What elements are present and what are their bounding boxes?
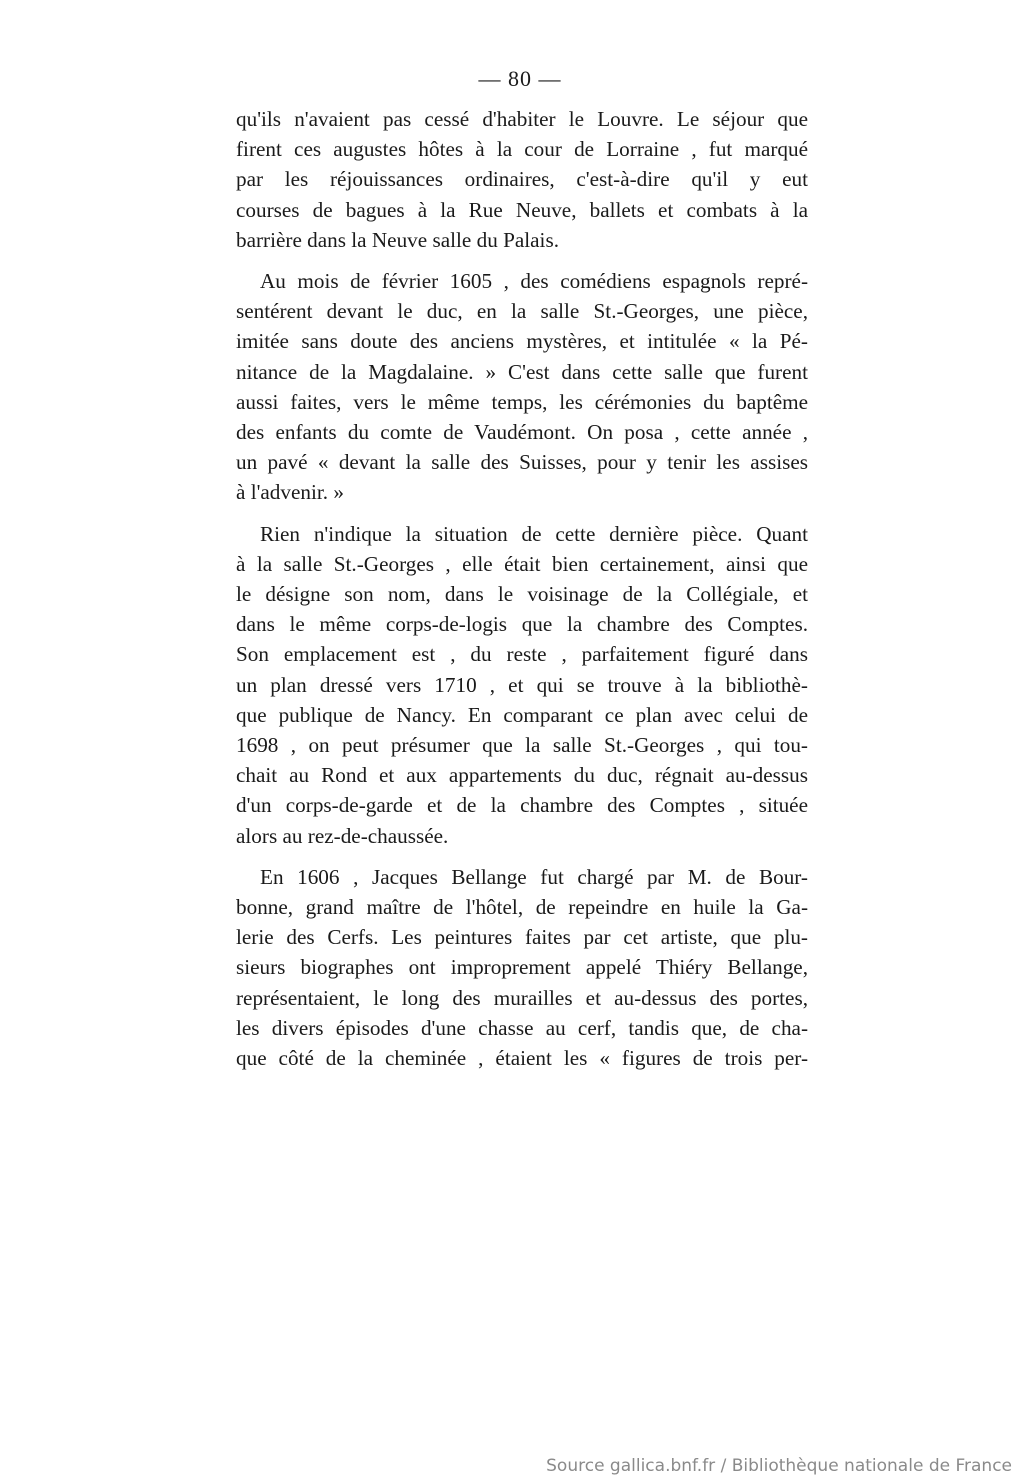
text-line: alors au rez-de-chaussée. [236,823,449,848]
paragraph-3 [236,519,808,851]
text-line: barrière dans la Neuve salle du Palais. [236,227,559,252]
text-line: courses de bagues à la Rue Neuve, ballets et combats à la [236,197,808,222]
paragraph-1 [236,104,808,255]
text-line: 1698 , on peut présumer que la salle St.-Georges , qui tou- [236,733,808,758]
text-line: Au mois de février 1605 , des comédiens espagnols repré- [260,269,808,294]
text-line: un pavé « devant la salle des Suisses, pour y tenir les assises [236,450,808,475]
text-line: lerie des Cerfs. Les peintures faites par cet artiste, que plu- [236,925,808,950]
paragraph-4 [236,862,808,1073]
page-number: — 80 — [478,66,562,91]
text-line: sieurs biographes ont improprement appelé Thiéry Bellange, [236,955,808,980]
text-line: d'un corps-de-garde et de la chambre des Comptes , située [236,793,808,818]
text-line: le désigne son nom, dans le voisinage de la Collégiale, et [236,582,808,607]
paragraph-2 [236,266,808,508]
text-line: un plan dressé vers 1710 , et qui se trouve à la bibliothè- [236,672,808,697]
text-line: aussi faites, vers le même temps, les cérémonies du baptême [236,389,808,414]
text-line: firent ces augustes hôtes à la cour de Lorraine , fut marqué [236,137,808,162]
text-line: représentaient, le long des murailles et au-dessus des portes, [236,985,808,1010]
body-text [236,104,808,1073]
text-line: les divers épisodes d'une chasse au cerf, tandis que, de cha- [236,1015,808,1040]
text-line: qu'ils n'avaient pas cessé d'habiter le Louvre. Le séjour que [236,107,808,131]
text-line: des enfants du comte de Vaudémont. On posa , cette année , [236,420,808,445]
text-line: Son emplacement est , du reste , parfaitement figuré dans [236,642,808,667]
source-footer: Source gallica.bnf.fr / Bibliothèque nationale de France [546,1456,1012,1476]
text-line: chait au Rond et aux appartements du duc, régnait au-dessus [236,763,808,788]
text-line: Rien n'indique la situation de cette dernière pièce. Quant [260,521,808,546]
text-line: que publique de Nancy. En comparant ce plan avec celui de [236,702,808,727]
text-line: par les réjouissances ordinaires, c'est-à-dire qu'il y eut [236,167,808,192]
text-line: imitée sans doute des anciens mystères, et intitulée « la Pé- [236,329,808,354]
text-line: à l'advenir. » [236,480,344,505]
text-line: En 1606 , Jacques Bellange fut chargé par M. de Bour- [260,864,808,889]
text-line: que côté de la cheminée , étaient les « figures de trois per- [236,1046,808,1071]
text-line: bonne, grand maître de l'hôtel, de repeindre en huile la Ga- [236,895,808,920]
text-line: sentérent devant le duc, en la salle St.-Georges, une pièce, [236,299,808,324]
text-line: à la salle St.-Georges , elle était bien certainement, ainsi que [236,551,808,576]
text-line: dans le même corps-de-logis que la chambre des Comptes. [236,612,808,637]
text-line: nitance de la Magdalaine. » C'est dans cette salle que furent [236,359,808,384]
